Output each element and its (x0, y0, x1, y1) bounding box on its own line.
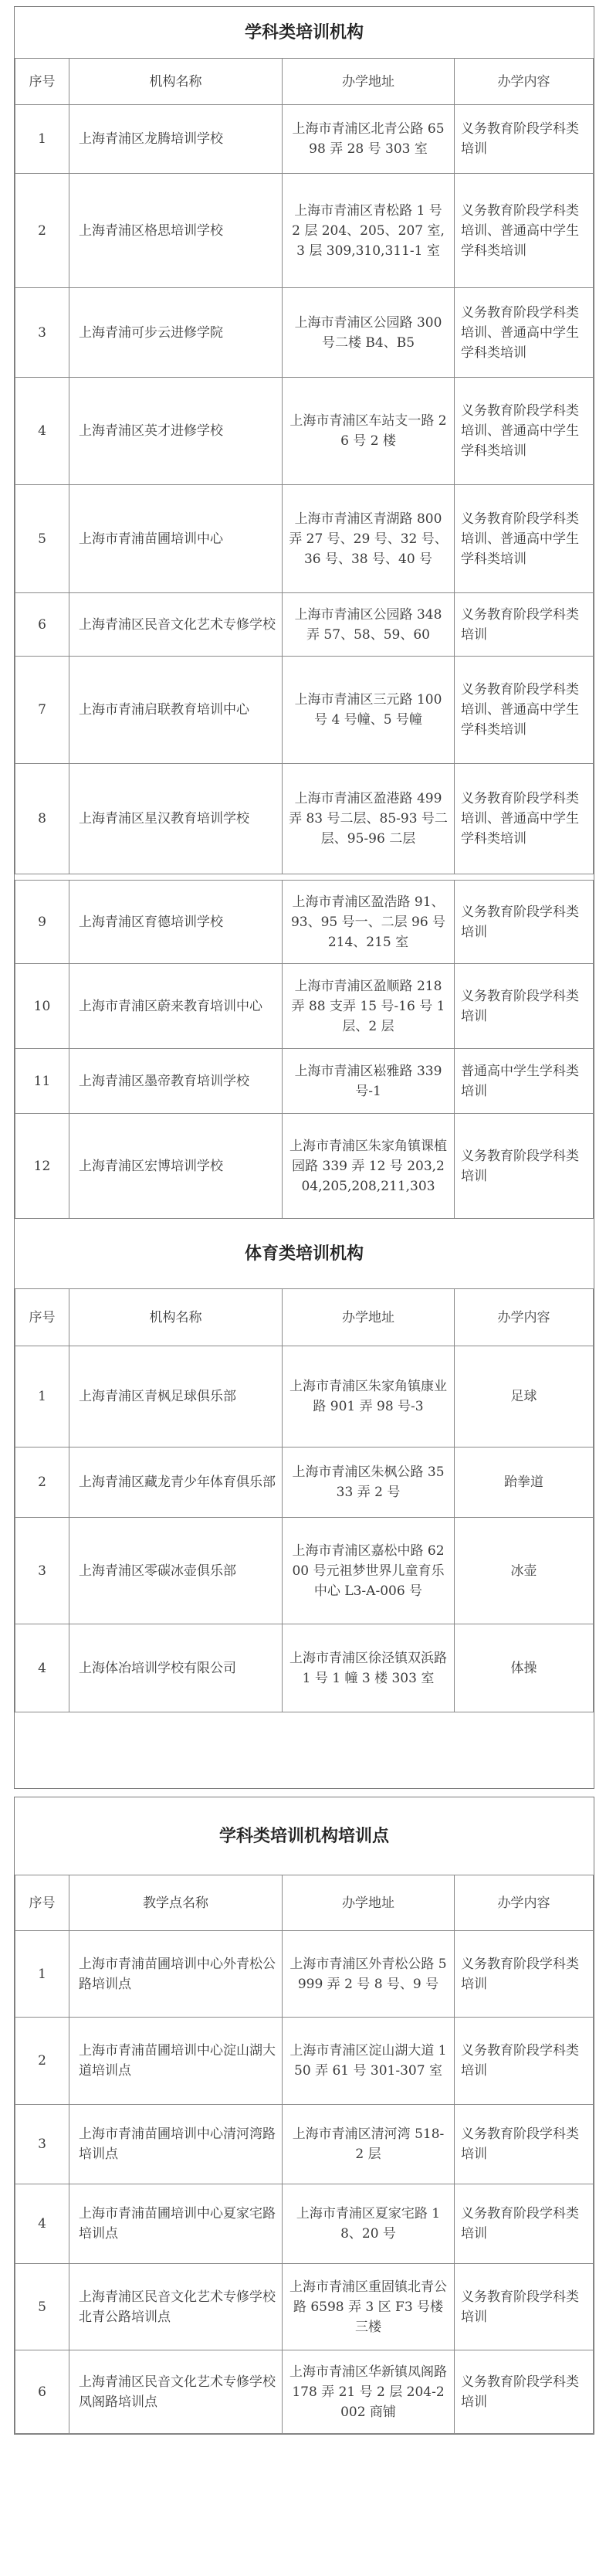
row-name: 上海青浦区宏博培训学校 (69, 1114, 283, 1219)
row-no: 10 (15, 964, 69, 1049)
row-no: 3 (15, 1518, 69, 1624)
row-address: 上海市青浦区淀山湖大道 150 弄 61 号 301-307 室 (283, 2018, 455, 2105)
table-row (15, 593, 594, 657)
row-address: 上海市青浦区公园路 300 号二楼 B4、B5 (283, 288, 455, 378)
row-address: 上海市青浦区夏家宅路 18、20 号 (283, 2184, 455, 2264)
row-no: 2 (15, 1448, 69, 1518)
row-address: 上海市青浦区朱家角镇康业路 901 弄 98 号-3 (283, 1346, 455, 1448)
row-address: 上海市青浦区外青松公路 5999 弄 2 号 8 号、9 号 (283, 1931, 455, 2018)
row-no: 6 (15, 2350, 69, 2434)
row-name: 上海市青浦苗圃培训中心 (69, 485, 283, 593)
row-name: 上海市青浦苗圃培训中心夏家宅路培训点 (69, 2184, 283, 2264)
section-title: 学科类培训机构 (244, 22, 364, 42)
row-content: 义务教育阶段学科类培训、普通高中学生学科类培训 (455, 378, 594, 485)
col-header-name: 机构名称 (69, 1289, 283, 1346)
row-content: 义务教育阶段学科类培训、普通高中学生学科类培训 (455, 174, 594, 288)
row-name: 上海青浦区育德培训学校 (69, 881, 283, 964)
row-name: 上海体冶培训学校有限公司 (69, 1624, 283, 1712)
row-content: 义务教育阶段学科类培训 (455, 105, 594, 174)
row-content: 足球 (455, 1346, 594, 1448)
row-name: 上海市青浦苗圃培训中心淀山湖大道培训点 (69, 2018, 283, 2105)
table-row (15, 174, 594, 288)
row-content: 体操 (455, 1624, 594, 1712)
row-name: 上海青浦区英才进修学校 (69, 378, 283, 485)
row-address: 上海市青浦区徐泾镇双浜路 1 号 1 幢 3 楼 303 室 (283, 1624, 455, 1712)
table-row (15, 764, 594, 874)
row-address: 上海市青浦区公园路 348 弄 57、58、59、60 (283, 593, 455, 657)
training-points-table (15, 1875, 594, 2434)
row-address: 上海市青浦区朱家角镇课植园路 339 弄 12 号 203,204,205,208,211,303 (283, 1114, 455, 1219)
table-header-row (15, 1289, 594, 1346)
table-row (15, 1448, 594, 1518)
row-name: 上海青浦区星汉教育培训学校 (69, 764, 283, 874)
row-name: 上海青浦区民音文化艺术专修学校北青公路培训点 (69, 2264, 283, 2350)
row-name: 上海青浦区龙腾培训学校 (69, 105, 283, 174)
table-row (15, 2018, 594, 2105)
row-name: 上海市青浦区蔚来教育培训中心 (69, 964, 283, 1049)
row-address: 上海市青浦区盈顺路 218 弄 88 支弄 15 号-16 号 1 层、2 层 (283, 964, 455, 1049)
row-content: 义务教育阶段学科类培训 (455, 2105, 594, 2184)
row-name: 上海青浦区零碳冰壶俱乐部 (69, 1518, 283, 1624)
row-content: 义务教育阶段学科类培训 (455, 2264, 594, 2350)
row-content: 义务教育阶段学科类培训、普通高中学生学科类培训 (455, 288, 594, 378)
row-address: 上海市青浦区三元路 100 号 4 号幢、5 号幢 (283, 657, 455, 764)
section-training-points (14, 1797, 594, 2435)
row-name: 上海青浦区墨帝教育培训学校 (69, 1049, 283, 1114)
section-blank-space (15, 1712, 594, 1788)
row-name: 上海市青浦苗圃培训中心清河湾路培训点 (69, 2105, 283, 2184)
row-no: 1 (15, 1931, 69, 2018)
row-content: 义务教育阶段学科类培训 (455, 2350, 594, 2434)
row-address: 上海市青浦区华新镇凤阁路 178 弄 21 号 2 层 204-2002 商铺 (283, 2350, 455, 2434)
table-row (15, 1931, 594, 2018)
row-name: 上海市青浦苗圃培训中心外青松公路培训点 (69, 1931, 283, 2018)
col-header-address: 办学地址 (283, 1875, 455, 1931)
row-name: 上海青浦区民音文化艺术专修学校凤阁路培训点 (69, 2350, 283, 2434)
row-content: 义务教育阶段学科类培训 (455, 593, 594, 657)
row-content: 普通高中学生学科类培训 (455, 1049, 594, 1114)
col-header-content: 办学内容 (455, 59, 594, 105)
section-title: 学科类培训机构培训点 (218, 1826, 389, 1846)
table-row (15, 881, 594, 964)
row-no: 4 (15, 1624, 69, 1712)
row-no: 4 (15, 378, 69, 485)
row-address: 上海市青浦区车站支一路 26 号 2 楼 (283, 378, 455, 485)
row-no: 8 (15, 764, 69, 874)
row-no: 5 (15, 485, 69, 593)
table-row (15, 2350, 594, 2434)
row-address: 上海市青浦区崧雅路 339 号-1 (283, 1049, 455, 1114)
sports-institutions-table (15, 1288, 594, 1712)
col-header-name: 机构名称 (69, 59, 283, 105)
document-page (14, 6, 594, 2435)
row-name: 上海市青浦启联教育培训中心 (69, 657, 283, 764)
row-no: 1 (15, 1346, 69, 1448)
row-name: 上海青浦区青枫足球俱乐部 (69, 1346, 283, 1448)
row-no: 7 (15, 657, 69, 764)
row-name: 上海青浦区格思培训学校 (69, 174, 283, 288)
row-address: 上海市青浦区清河湾 518-2 层 (283, 2105, 455, 2184)
row-no: 4 (15, 2184, 69, 2264)
table-row (15, 1049, 594, 1114)
col-header-content: 办学内容 (455, 1289, 594, 1346)
row-no: 11 (15, 1049, 69, 1114)
row-address: 上海市青浦区重固镇北青公路 6598 弄 3 区 F3 号楼三楼 (283, 2264, 455, 2350)
row-no: 2 (15, 2018, 69, 2105)
row-address: 上海市青浦区北青公路 6598 弄 28 号 303 室 (283, 105, 455, 174)
table-row (15, 485, 594, 593)
row-content: 义务教育阶段学科类培训 (455, 881, 594, 964)
row-content: 义务教育阶段学科类培训、普通高中学生学科类培训 (455, 485, 594, 593)
row-no: 1 (15, 105, 69, 174)
row-name: 上海青浦区藏龙青少年体育俱乐部 (69, 1448, 283, 1518)
section-academic-institutions (14, 6, 594, 1789)
row-no: 9 (15, 881, 69, 964)
col-header-no: 序号 (15, 1875, 69, 1931)
table-row (15, 378, 594, 485)
row-content: 义务教育阶段学科类培训 (455, 1114, 594, 1219)
table-row (15, 964, 594, 1049)
row-content: 义务教育阶段学科类培训 (455, 964, 594, 1049)
row-no: 5 (15, 2264, 69, 2350)
table-row (15, 105, 594, 174)
row-address: 上海市青浦区朱枫公路 3533 弄 2 号 (283, 1448, 455, 1518)
row-content: 义务教育阶段学科类培训 (455, 2018, 594, 2105)
table-row (15, 1518, 594, 1624)
row-no: 3 (15, 288, 69, 378)
col-header-name: 教学点名称 (69, 1875, 283, 1931)
row-address: 上海市青浦区嘉松中路 6200 号元祖梦世界儿童育乐中心 L3-A-006 号 (283, 1518, 455, 1624)
table-header-row (15, 1875, 594, 1931)
table-row (15, 2184, 594, 2264)
col-header-address: 办学地址 (283, 59, 455, 105)
col-header-no: 序号 (15, 59, 69, 105)
table-row (15, 288, 594, 378)
row-address: 上海市青浦区盈浩路 91、93、95 号一、二层 96 号 214、215 室 (283, 881, 455, 964)
table-row (15, 1624, 594, 1712)
academic-institutions-table (15, 58, 594, 1219)
row-content: 义务教育阶段学科类培训、普通高中学生学科类培训 (455, 764, 594, 874)
table-row (15, 657, 594, 764)
row-name: 上海青浦区民音文化艺术专修学校 (69, 593, 283, 657)
row-address: 上海市青浦区盈港路 499 弄 83 号二层、85-93 号二层、95-96 二层 (283, 764, 455, 874)
row-no: 2 (15, 174, 69, 288)
row-name: 上海青浦可步云进修学院 (69, 288, 283, 378)
row-address: 上海市青浦区青湖路 800 弄 27 号、29 号、32 号、36 号、38 号、40 号 (283, 485, 455, 593)
section-title: 体育类培训机构 (244, 1244, 364, 1264)
row-address: 上海市青浦区青松路 1 号 2 层 204、205、207 室,3 层 309,310,311-1 室 (283, 174, 455, 288)
row-content: 义务教育阶段学科类培训、普通高中学生学科类培训 (455, 657, 594, 764)
row-no: 12 (15, 1114, 69, 1219)
table-gap-row (15, 874, 594, 881)
table-row (15, 1346, 594, 1448)
table-row (15, 2105, 594, 2184)
table-header-row (15, 59, 594, 105)
row-content: 义务教育阶段学科类培训 (455, 1931, 594, 2018)
row-content: 冰壶 (455, 1518, 594, 1624)
section-gap (14, 1789, 594, 1797)
col-header-address: 办学地址 (283, 1289, 455, 1346)
row-content: 义务教育阶段学科类培训 (455, 2184, 594, 2264)
row-no: 6 (15, 593, 69, 657)
col-header-no: 序号 (15, 1289, 69, 1346)
col-header-content: 办学内容 (455, 1875, 594, 1931)
table-row (15, 1114, 594, 1219)
row-no: 3 (15, 2105, 69, 2184)
table-row (15, 2264, 594, 2350)
row-content: 跆拳道 (455, 1448, 594, 1518)
